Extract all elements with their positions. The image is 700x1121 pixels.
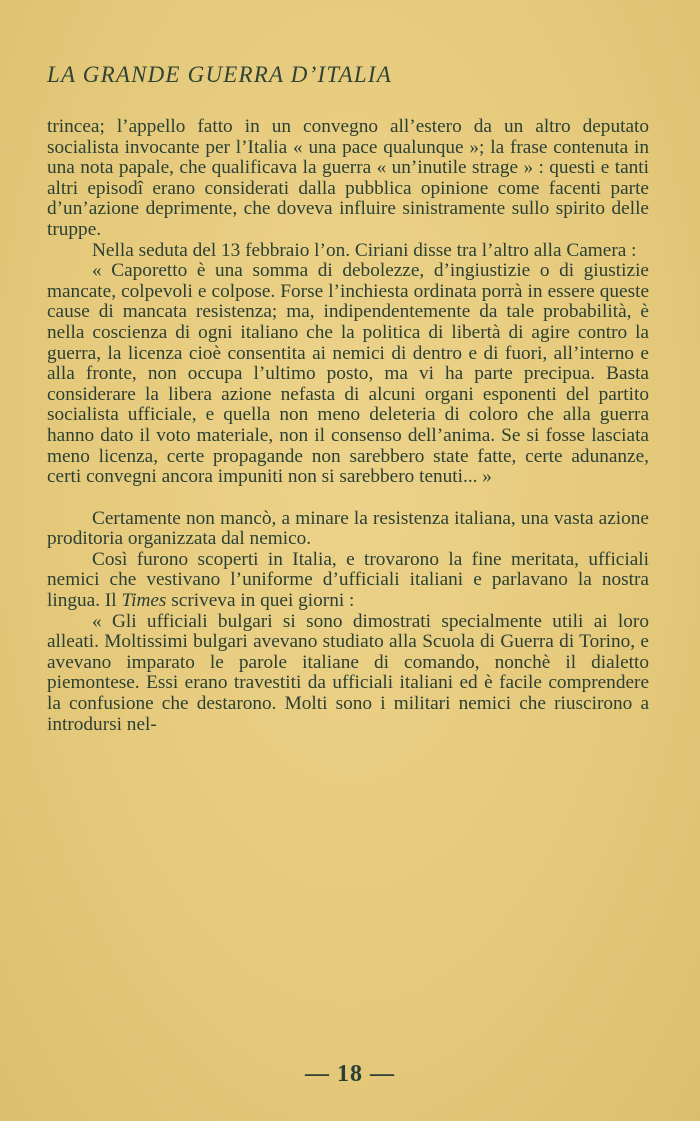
paragraph-gap [47,488,649,509]
paragraph-text: scriveva in quei giorni : [166,590,355,612]
paragraph: trincea; l’appello fatto in un convegno all’estero da un altro deputato socialista invocante per l’Italia « una pace qualunque »; la frase contenuta in una nota papale, che qualificava la guerra « un’inutile strage » : questi e tanti altri episodî erano considerati dalla pubblica opinione come facenti parte d’un’azione deprimente, che doveva influire sinistramente sullo spirito delle truppe. [47,116,649,240]
paragraph [47,550,649,612]
quotation-paragraph: « Gli ufficiali bulgari si sono dimostrati specialmente utili ai loro alleati. Moltissimi bulgari avevano studiato alla Scuola di Guerra di Torino, e avevano imparato le parole italiane di comando, nonchè il dialetto piemontese. Essi erano travestiti da ufficiali italiani ed è facile comprendere la confusione che destarono. Molti sono i militari nemici che riuscirono a introdursi nel- [47,610,649,735]
paragraph: Nella seduta del 13 febbraio l’on. Ciriani disse tra l’altro alla Camera : [92,239,637,261]
paragraph-text: Così furono scoperti in Italia, e trovarono la fine meritata, ufficiali nemici che vestivano l’uniforme d’ufficiali italiani e parlavano la nostra lingua. Il [47,548,649,612]
quotation-paragraph: « Caporetto è una somma di debolezze, d’ingiustizie o di giustizie mancate, colpevoli e colpose. Forse l’inchiesta ordinata porrà in essere queste cause di mancata resistenza; ma, indipendentemente da tale probabilità, è nella coscienza di ogni italiano che la politica di libertà di agire contro la guerra, la licenza cioè consentita ai nemici di dentro e di fuori, all’interno e alla fronte, non occupa l’ultimo posto, ma vi ha parte precipua. Basta considerare la libera azione nefasta di alcuni organi esponenti del partito socialista ufficiale, e quella non meno deleteria di coloro che alla guerra hanno dato il voto materiale, non il consenso dell’anima. Se si fosse lasciata meno licenza, certe propagande non sarebbero state fatte, certe adunanze, certi convegni ancora impuniti non si sarebbero tenuti... » [47,260,649,488]
paragraph: Certamente non mancò, a minare la resistenza italiana, una vasta azione proditoria organizzata dal nemico. [47,507,649,550]
page-number: — 18 — [305,1061,395,1087]
body-text [47,117,649,735]
newspaper-title: Times [121,590,167,612]
running-title: LA GRANDE GUERRA D’ITALIA [47,62,392,87]
